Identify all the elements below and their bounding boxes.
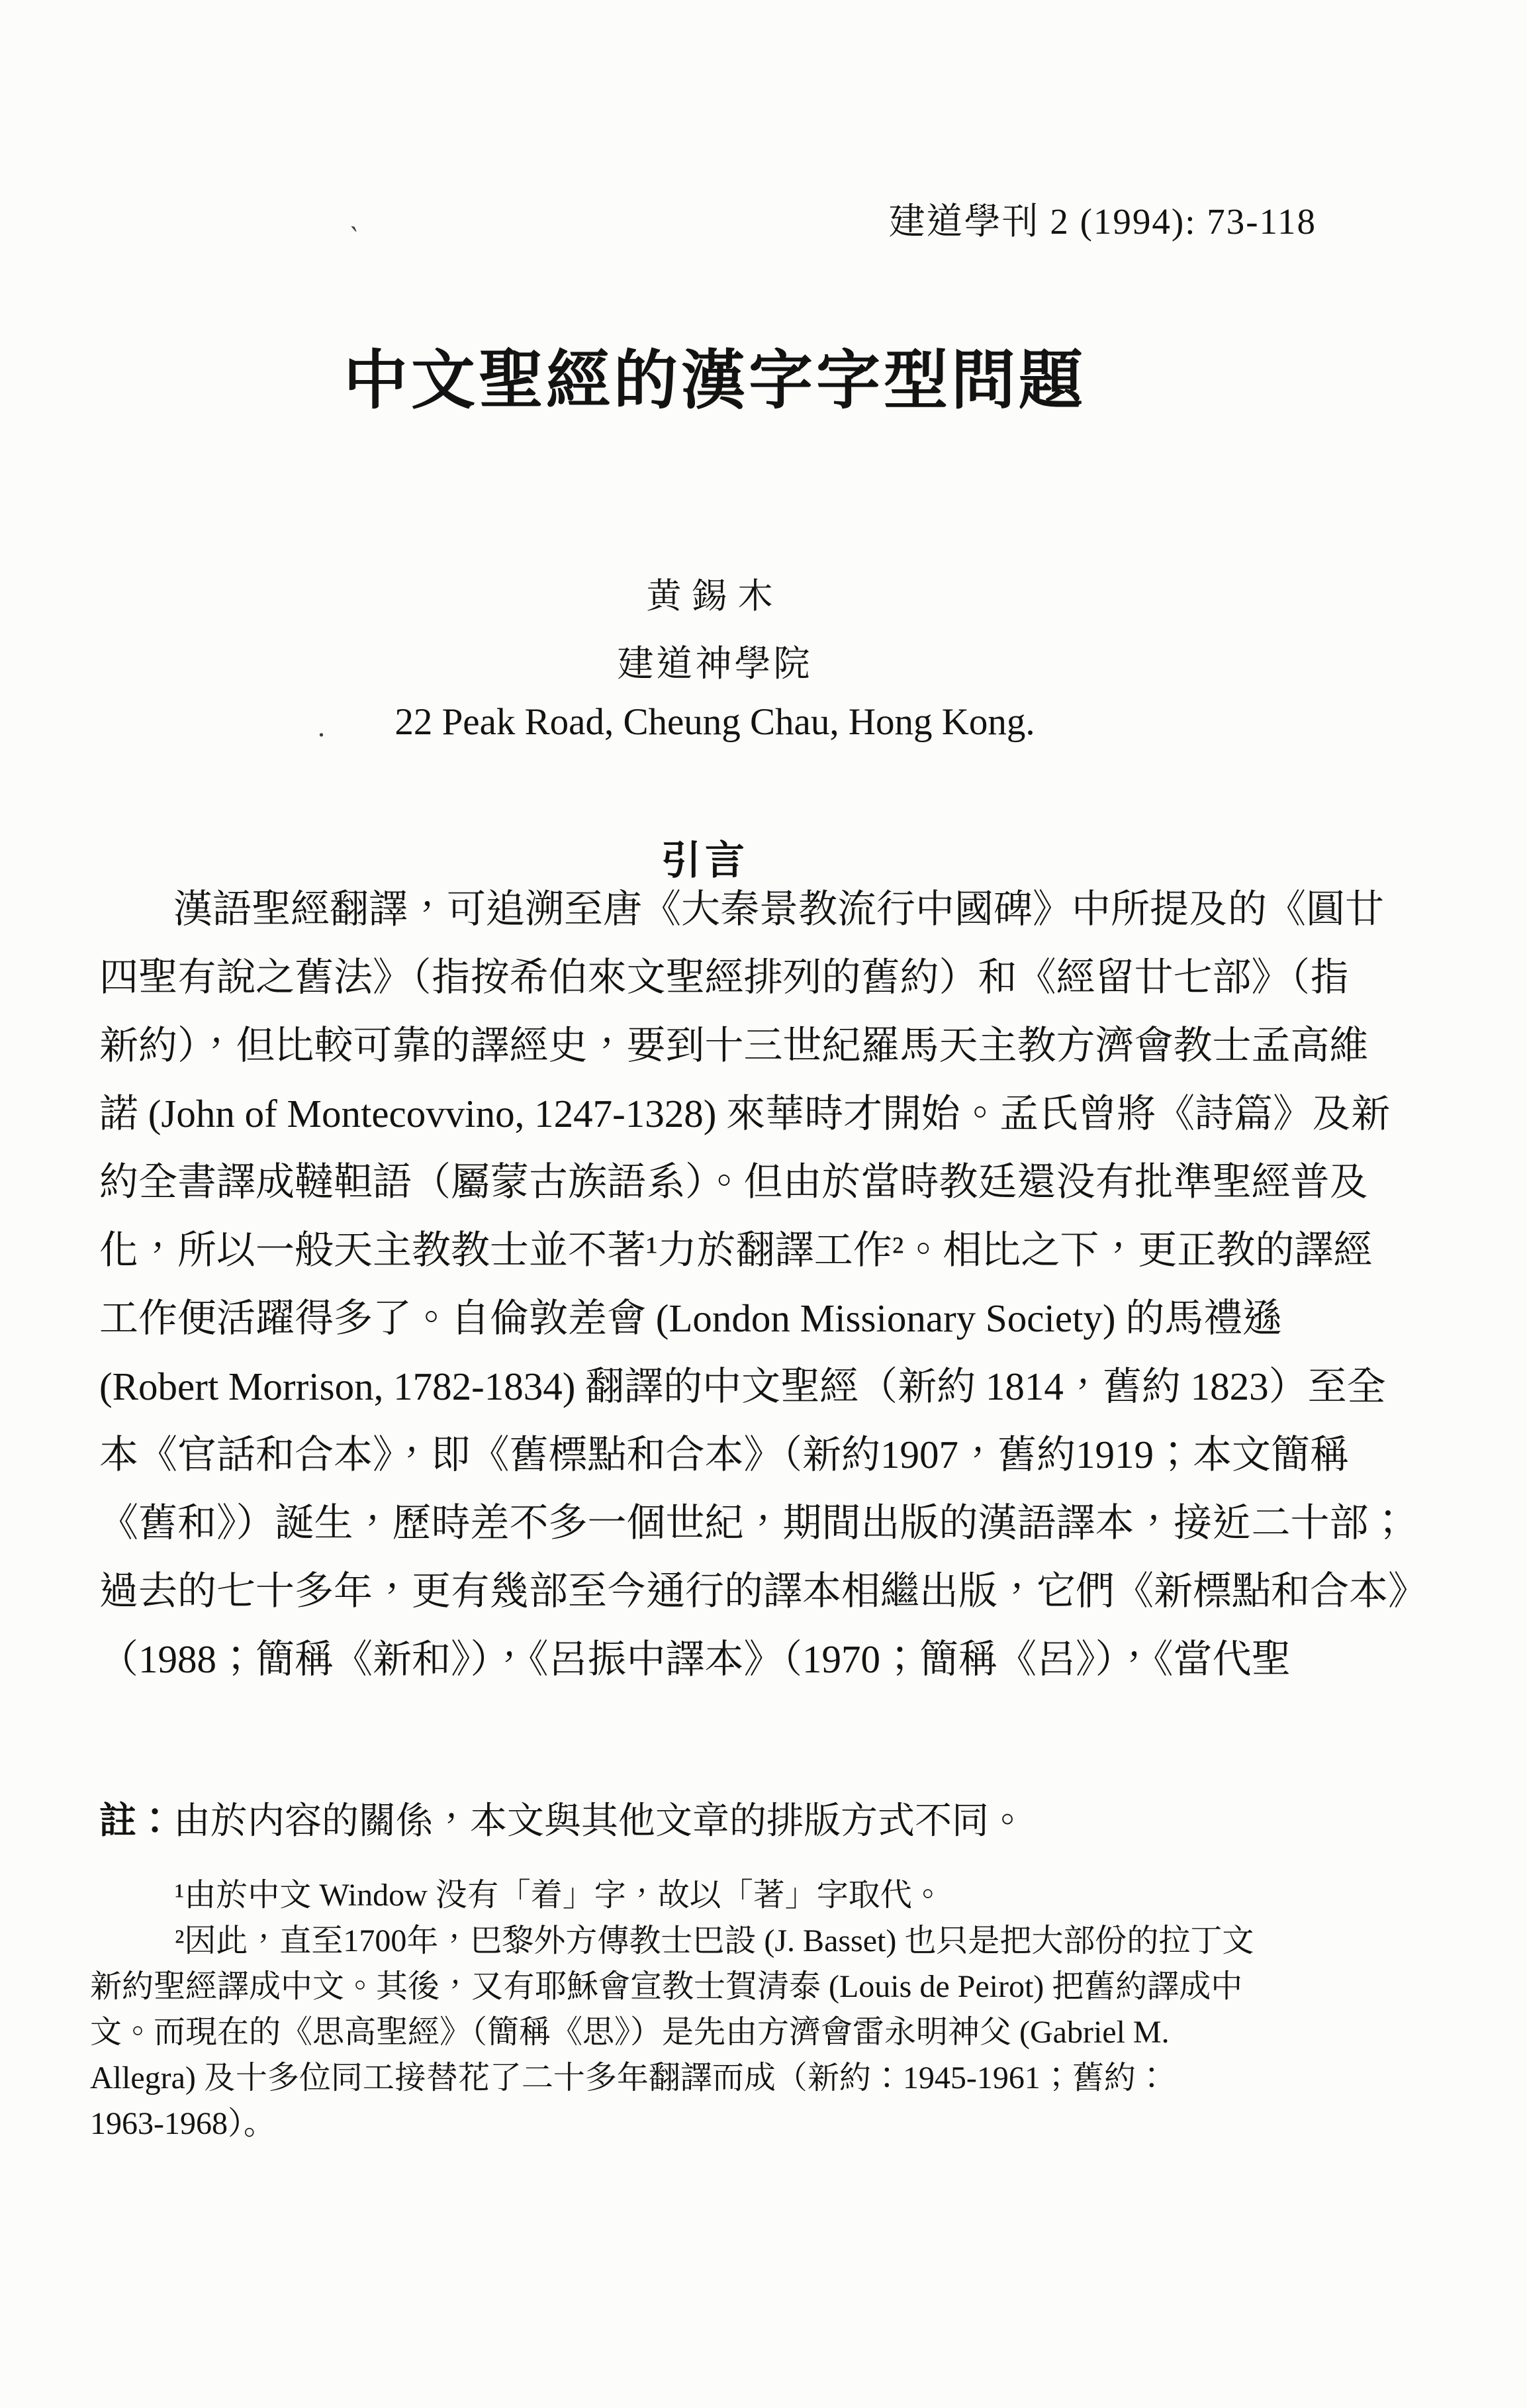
scan-artifact: .: [318, 710, 325, 743]
body-line: 《舊和》）誕生，歷時差不多一個世紀，期間出版的漢語譯本，接近二十部；: [99, 1501, 1408, 1545]
body-line: (Robert Morrison, 1782-1834) 翻譯的中文聖經（新約 1814，舊約 1823）至全: [99, 1365, 1386, 1408]
footnote-2-line: 1963-1968）。: [90, 2106, 275, 2141]
editorial-note: [99, 1792, 1026, 1845]
body-line: 過去的七十多年，更有幾部至今通行的譯本相繼出版，它們《新標點和合本》: [99, 1569, 1428, 1613]
body-line: 諾 (John of Montecovvino, 1247-1328) 來華時才開始。孟氏曾將《詩篇》及新: [99, 1092, 1391, 1135]
footnote-1-line: ¹由於中文 Window 没有「着」字，故以「著」字取代。: [175, 1878, 944, 1913]
footnote-2-line: 新約聖經譯成中文。其後，又有耶穌會宣教士賀清泰 (Louis de Peirot) 把舊約譯成中: [90, 1969, 1243, 2004]
body-line: 化，所以一般天主教教士並不著¹力於翻譯工作²。相比之下，更正教的譯經: [99, 1228, 1373, 1272]
body-line: （1988；簡稱《新和》），《呂振中譯本》（1970；簡稱《呂》），《當代聖: [99, 1637, 1291, 1681]
scan-artifact: ˎ: [349, 199, 365, 232]
footnotes-block: [90, 1872, 1454, 2146]
body-line: 本《官話和合本》，即《舊標點和合本》（新約1907，舊約1919；本文簡稱: [99, 1433, 1350, 1476]
journal-citation: 建道學刊 2 (1994): 73-118: [888, 201, 1317, 242]
author-address: 22 Peak Road, Cheung Chau, Hong Kong.: [394, 701, 1035, 743]
body-line: 四聖有說之舊法》（指按希伯來文聖經排列的舊約）和《經留廿七部》（指: [99, 955, 1350, 999]
body-line: 漢語聖經翻譯，可追溯至唐《大秦景教流行中國碑》中所提及的《圓廿: [173, 887, 1385, 931]
body-paragraph: [99, 875, 1436, 1694]
footnote-2-line: Allegra) 及十多位同工接替花了二十多年翻譯而成（新約：1945-1961；舊約：: [90, 2060, 1168, 2095]
page-title: 中文聖經的漢字字型問題: [344, 346, 1086, 416]
body-line: 約全書譯成韃靼語（屬蒙古族語系）。但由於當時教廷還没有批準聖經普及: [99, 1160, 1369, 1204]
footnote-2-line: ²因此，直至1700年，巴黎外方傳教士巴設 (J. Basset) 也只是把大部份的拉丁文: [175, 1923, 1254, 1958]
author-affiliation: 建道神學院: [617, 644, 813, 684]
footnote-2-line: 文。而現在的《思高聖經》（簡稱《思》）是先由方濟會雷永明神父 (Gabriel M.: [90, 2015, 1170, 2050]
body-line: 工作便活躍得多了。自倫敦差會 (London Missionary Society) 的馬禮遜: [99, 1296, 1282, 1340]
editorial-note-text: 由於内容的關係，本文與其他文章的排版方式不同。: [173, 1801, 1026, 1842]
author-name: 黄錫木: [646, 577, 784, 616]
section-heading-introduction: 引言: [661, 839, 749, 883]
editorial-note-label: 註：: [99, 1801, 173, 1842]
body-line: 新約），但比較可靠的譯經史，要到十三世紀羅馬天主教方濟會教士孟高維: [99, 1024, 1369, 1067]
